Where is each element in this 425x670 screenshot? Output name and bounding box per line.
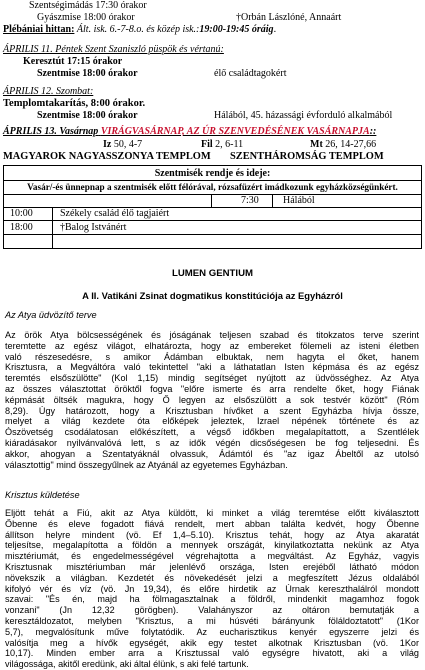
paragraph-line: teremtette az egész világot, elhatározta, hogy az embereket fölemeli az isteni életben (5, 340, 419, 351)
apr11-mass-intention: élő családtagokért (214, 68, 287, 79)
paragraph-line: Krisztusra, a Megváltóra való tekintettel "aki a láthatatlan Isten képmása és az egész (5, 362, 419, 373)
funeral-mass-time: Gyászmise 18:00 órakor (37, 12, 135, 23)
rosary-note: Vasár/-és ünnepnap a szentmisék előtt félórával, rózsafüzért imádkozunk egyházközségünkért. (27, 182, 398, 192)
paragraph-line: misztériumát, és engedelmességével végrehajtotta a megváltást. Az Egyház, vagyis (5, 551, 419, 562)
paragraph-line: kiáradásakor nyilvánvalóvá lett, s az idők végén dicsőségesen be fog teljesedni. És (5, 437, 419, 448)
mass-intention: Hálából (283, 195, 315, 206)
mass-intention: Székely család élő tagjaiért (60, 208, 170, 219)
church-left-name: MAGYAROK NAGYASSZONYA TEMPLOM (3, 151, 211, 162)
adoration-line: Szentségimádás 17:30 órakor (29, 0, 147, 11)
paragraph-line: akkor, ahogyan a Szentatyáknál olvassuk, Ádámtól és "az igaz Ábeltől az utolsó (5, 448, 419, 459)
paragraph-line: az összes választottat öröktől fogva "előre ismerte és arra rendelte őket, hogy Fiának (5, 383, 419, 394)
reading-1-ref: 50, 4-7 (111, 139, 143, 150)
apr13-heading (3, 126, 376, 137)
paragraph-line: teremtés elsőszülötte" (Kol 1,15) mindig segítséget nyújtott az üdvösséghez. Az Atya (5, 373, 419, 384)
paragraph-line: Krisztusnak misztériumban már jelenlévő országa, Isten erejéből látható módon (5, 561, 419, 572)
paragraph-line: valósítja meg a hívők egységét, akik egy testet alkotnak Krisztusban (vö. 1Kor (5, 637, 419, 648)
paragraph-line: Őbenne és eleve fogadott fiává rendelt, mert abban találta kedvét, hogy Őbenne (5, 518, 419, 529)
reading-3-ref: 26, 14-27,66 (322, 139, 377, 150)
funeral-mass-intention: †Orbán Lászlóné, Annaárt (236, 12, 342, 23)
mass-table-divider (3, 220, 422, 221)
paragraph-line: teljesítse, megalapította a földön a mennyek országát, kinyilatkoztatta nekünk az Atya (5, 540, 419, 551)
mass-table-divider (3, 234, 422, 235)
paragraph-line: 10,17). Minden ember arra a Krisztussal való egységre hivatott, aki a világ (5, 648, 419, 659)
apr12-mass-time: Szentmise 18:00 órakor (37, 110, 138, 121)
article-subtitle: A II. Vatikáni Zsinat dogmatikus konstitúciója az Egyházról (82, 290, 343, 301)
apr11-heading: ÁPRILIS 11. Péntek Szent Szaniszló püspök és vértanú: (3, 44, 224, 55)
apr13-prefix: ÁPRILIS 13. Vasárnap (3, 126, 99, 137)
section-heading: Az Atya üdvözítő terve (5, 310, 97, 320)
paragraph-line: Ószövetség csodálatosan előkészített, a végső időkben megalapítattott, a Szentlélek (5, 427, 419, 438)
section-1-body (5, 330, 419, 470)
paragraph-line: kifolyó vér és víz (vö. Jn 19,34), és előre hirdetik az Úrnak kereszthalálról mondott (5, 583, 419, 594)
apr12-mass-intention: Hálából, 45. házassági évforduló alkalmából (214, 110, 393, 121)
apr11-mass-time: Szentmise 18:00 órakor (37, 68, 138, 79)
paragraph-line: való részesedésre, s amikor Ádámban elbuktak, nem hagyta el őket, hanem (5, 351, 419, 362)
mass-table-divider (52, 207, 53, 249)
paragraph-line: 8,29). Úgy határozott, hogy a Krisztusban hívőket a szent Egyházba hívja össze, (5, 405, 419, 416)
mass-time: 10:00 (10, 208, 33, 219)
section-2-body (5, 508, 419, 670)
mass-table-divider (3, 194, 422, 195)
paragraph-line: választottig" mind összegyűlnek az Atyánál az egyetemes Egyházban. (5, 459, 288, 470)
paragraph-line: világossága, akitől eredünk, aki által élünk, s aki felé tartunk. (5, 659, 249, 670)
reading-3 (310, 139, 376, 150)
mass-table-divider (3, 180, 422, 181)
church-right-name: SZENTHÁROMSÁG TEMPLOM (230, 151, 384, 162)
mass-time: 18:00 (10, 222, 33, 233)
mass-table-divider (211, 194, 212, 207)
mass-intention: †Balog Istvánért (60, 222, 127, 233)
article-title: LUMEN GENTIUM (171, 268, 253, 279)
paragraph-line: Eljött tehát a Fiú, akit az Atya küldött, ki minket a világ teremtése előtt kiválasztott (5, 508, 419, 518)
apr11-stations: Keresztút 17:15 órakor (23, 56, 123, 67)
mass-table-title: Szentmisék rendje és ideje: (154, 168, 271, 179)
paragraph-line: 5,7), megvalósítunk műve folytatódik. Az eucharisztikus kenyér egyszerre jelzi és (5, 626, 419, 637)
paragraph-line: képmását öltsék magukra, hogy Ő legyen az elsőszülött a sok testvér között" (Róm (5, 394, 419, 405)
paragraph-line: Az örök Atya bölcsességének és jóságának teljesen szabad és titokzatos terve szerint (5, 330, 419, 340)
apr13-feast-name: VIRÁGVASÁRNAP, AZ ÚR SZENVEDÉSÉNEK VASÁRNAPJA (100, 126, 370, 137)
mass-time: 7:30 (241, 195, 259, 206)
paragraph-line: szavai: "És én, majd ha fölmagasztalnak a földről, mindenkit magamhoz fogok (5, 594, 419, 605)
reading-1 (103, 139, 142, 150)
paragraph-line: keresztáldozatot, melyben "Krisztus, a mi húsvéti bárányunk föláldoztatott" (1Kor (5, 615, 419, 626)
reading-2-ref: 2, 6-11 (212, 139, 244, 150)
parish-catechesis-end: . (273, 24, 277, 35)
reading-2 (201, 139, 243, 150)
paragraph-line: vonzani" (Jn 12,32 görögben). Valahányszor az oltáron bemutatják a (5, 605, 419, 616)
apr13-suffix: :: (369, 126, 377, 137)
apr12-heading: ÁPRILIS 12. Szombat: (3, 86, 94, 97)
parish-catechesis-line (3, 24, 276, 35)
mass-table-divider (272, 194, 273, 207)
section-heading: Krisztus küldetése (5, 490, 80, 500)
apr12-cleaning: Templomtakarítás, 8:00 órakor. (3, 98, 146, 109)
reading-1-book: Iz (103, 139, 112, 150)
reading-3-book: Mt (310, 139, 323, 150)
parish-catechesis-label: Plébániai hittan: (3, 24, 75, 35)
paragraph-line: növekszik a világban. Kezdetét és növekedését jelzi a megfeszített Jézus oldalából (5, 572, 419, 583)
parish-catechesis-time: 19:00-19:45 óráig (199, 24, 274, 35)
reading-2-book: Fil (201, 139, 213, 150)
parish-catechesis-text: Ált. isk. 6.-7-8.o. és közép isk.: (74, 24, 200, 35)
paragraph-line: állítson helyre mindent (vö. Ef 1,4–5.10). Krisztus tehát, hogy az Atya akaratát (5, 529, 419, 540)
paragraph-line: melyet a világ kezdete óta előképek jeleztek, Izrael népének története és az (5, 416, 419, 427)
